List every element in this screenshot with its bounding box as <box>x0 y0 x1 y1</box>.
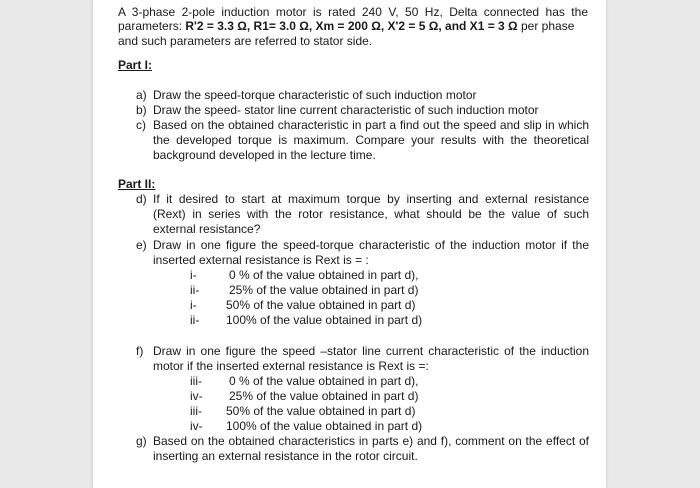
item-d-line-1: If it desired to start at maximum torque by inserting and external resistance <box>153 192 589 206</box>
item-c-line-2: the developed torque is maximum. Compare your results with the theoretical <box>153 133 589 147</box>
sub-item-number: iv- <box>190 419 203 433</box>
item-a-text: Draw the speed-torque characteristic of such induction motor <box>153 88 477 102</box>
sub-item-text: 25% of the value obtained in part d) <box>229 389 419 403</box>
item-c-line-1: Based on the obtained characteristic in part a find out the speed and slip in which <box>153 118 589 132</box>
item-f-line-1: Draw in one figure the speed –stator line current characteristic of the induction <box>153 344 589 358</box>
intro-line-3: and such parameters are referred to stator side. <box>118 34 373 48</box>
intro-params-suffix: per phase <box>517 19 575 33</box>
sub-item-number: i- <box>190 268 197 282</box>
item-g-line-2: inserting an external resistance in the rotor circuit. <box>153 449 418 463</box>
document-page <box>93 0 606 488</box>
item-a-label: a) <box>136 88 147 102</box>
part-1-heading: Part I: <box>118 58 153 72</box>
sub-item-number: iii- <box>190 374 202 388</box>
intro-params-values: R'2 = 3.3 Ω, R1= 3.0 Ω, Xm = 200 Ω, X'2 = 5 Ω, and X1 = 3 Ω <box>185 19 518 33</box>
item-c-line-3: background developed in the lecture time. <box>153 148 376 162</box>
sub-item-text: 100% of the value obtained in part d) <box>226 419 423 433</box>
sub-item-text: 50% of the value obtained in part d) <box>226 404 416 418</box>
item-e-line-1: Draw in one figure the speed-torque characteristic of the induction motor if the <box>153 238 589 252</box>
sub-item-text: 0 % of the value obtained in part d), <box>229 374 419 388</box>
item-c-label: c) <box>136 118 146 132</box>
item-g-label: g) <box>136 434 147 448</box>
sub-item-text: 50% of the value obtained in part d) <box>226 298 416 312</box>
item-b-text: Draw the speed- stator line current characteristic of such induction motor <box>153 103 539 117</box>
intro-line-2 <box>118 19 588 34</box>
sub-item-number: ii- <box>190 313 200 327</box>
sub-item-number: iii- <box>190 404 202 418</box>
item-e-line-2: inserted external resistance is Rext is = : <box>153 253 369 267</box>
sub-item-number: i- <box>190 298 197 312</box>
intro-params-prefix: parameters: <box>118 19 186 33</box>
sub-item-text: 0 % of the value obtained in part d), <box>229 268 419 282</box>
intro-line-1: A 3-phase 2-pole induction motor is rated 240 V, 50 Hz, Delta connected has the <box>118 5 588 19</box>
sub-item-text: 100% of the value obtained in part d) <box>226 313 423 327</box>
part-2-heading: Part II: <box>118 177 156 191</box>
item-f-line-2: motor if the inserted external resistance is Rext is =: <box>153 359 429 373</box>
item-g-line-1: Based on the obtained characteristics in parts e) and f), comment on the effect of <box>153 434 589 448</box>
sub-item-number: ii- <box>190 283 200 297</box>
item-d-line-2: (Rext) in series with the rotor resistance, what should be the value of such <box>153 207 589 221</box>
item-f-label: f) <box>136 344 144 358</box>
sub-item-text: 25% of the value obtained in part d) <box>229 283 419 297</box>
item-b-label: b) <box>136 103 147 117</box>
item-d-line-3: external resistance? <box>153 222 261 236</box>
item-d-label: d) <box>136 192 147 206</box>
item-e-label: e) <box>136 238 147 252</box>
sub-item-number: iv- <box>190 389 203 403</box>
